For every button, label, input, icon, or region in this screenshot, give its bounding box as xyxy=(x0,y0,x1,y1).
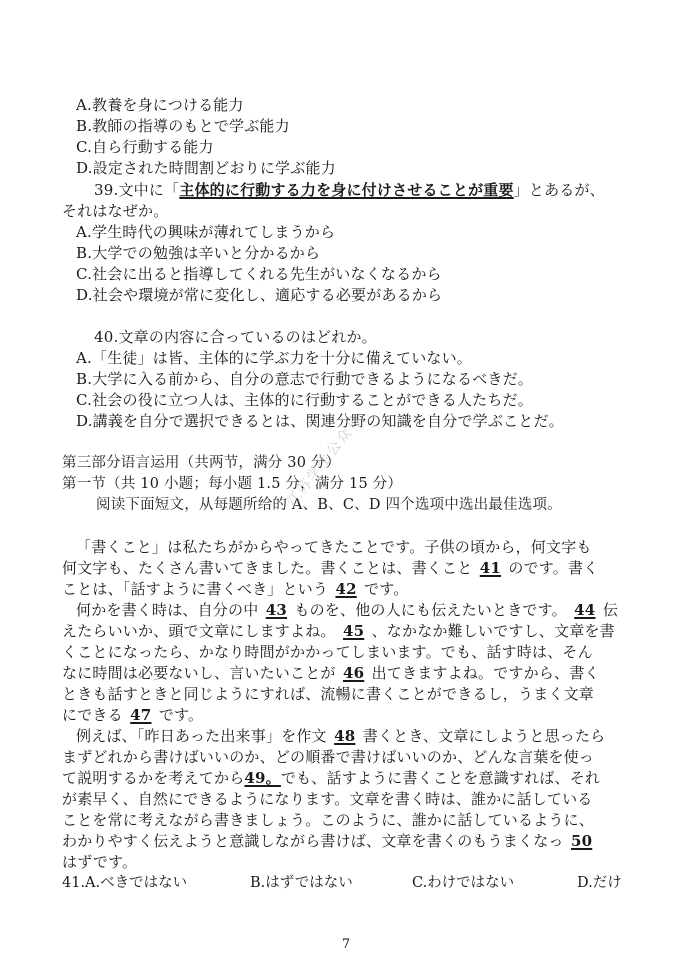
passage-p2-line5: ときも話すときと同じようにすれば、流暢に書くことができるし，うまく文章 xyxy=(62,685,595,703)
page-number: 7 xyxy=(341,937,351,952)
passage-p3-line6: わかりやすく伝えようと意識しながら書けば、文章を書くのもうまくなっ 50 xyxy=(62,831,642,851)
blank-42: 42 xyxy=(335,580,357,598)
passage-p3-line4: が素早く、自然にできるようになります。文章を書く時は、誰かに話している xyxy=(62,790,593,808)
q40-option-a: A.「生徒」は皆、主体的に学ぶ力を十分に備えていない。 xyxy=(76,349,473,367)
q41-option-b: B.はずではない xyxy=(250,875,353,891)
blank-49: 49。 xyxy=(244,769,281,787)
q39-option-a: A.学生時代の興味が薄れてしまうから xyxy=(76,223,336,241)
blank-44: 44 xyxy=(574,601,596,619)
passage-p1-line2: 何文字も、たくさん書いてきました。書くことは、書くこと 41 のです。書く xyxy=(62,559,599,577)
blank-43: 43 xyxy=(265,601,288,619)
passage-p2-line3: くことになったら、かなり時間がかかってしまいます。でも、話す時は、そん xyxy=(62,643,593,661)
passage-p2-line4: なに時間は必要ないし、言いたいことが 46 出てきますよね。ですから、書く xyxy=(62,664,600,682)
passage-p2-line6: にできる 47 です。 xyxy=(62,706,204,724)
watermark: 江苏学生公众号 xyxy=(284,411,366,510)
passage-p3-line5: ことを常に考えながら書きましょう。このように、誰かに話しているように、 xyxy=(62,811,595,829)
q39-stem: 39.文中に「主体的に行動する力を身に付けさせることが重要」とあるが、 xyxy=(94,181,605,199)
passage-p1-line1: 「書くこと」は私たちがからやってきたことです。子供の頃から，何文字も xyxy=(76,538,592,556)
q38-option-a: A.教養を身につける能力 xyxy=(76,96,244,114)
blank-47: 47 xyxy=(130,706,152,724)
passage-p2-line2: えたらいいか、頭で文章にしますよね。 45 、なかなか難しいですし、文章を書 xyxy=(62,622,615,640)
q39-stem-line2: それはなぜか。 xyxy=(62,202,169,220)
q38-option-c: C.自ら行動する能力 xyxy=(76,138,214,156)
blank-48: 48 xyxy=(334,727,356,745)
q39-option-b: B.大学での勉強は辛いと分かるから xyxy=(76,244,321,262)
part-three-title: 第三部分语言运用（共两节，满分 30 分） xyxy=(62,455,341,471)
passage-p1-line3: ことは、「話すように書くべき」という 42 です。 xyxy=(62,580,409,598)
q41-option-d: D.だけ xyxy=(577,875,622,891)
passage-p3-line1: 例えば、「昨日あった出来事」を作文 48 書くとき、文章にしようと思ったら xyxy=(76,727,606,745)
passage-p2-line1: 何かを書く時は、自分の中 43 ものを、他の人にも伝えたいときです。 44 伝 xyxy=(76,601,619,619)
section-instruction: 阅读下面短文，从每题所给的 A、B、C、D 四个选项中选出最佳选项。 xyxy=(96,497,562,513)
q40-option-d: D.講義を自分で選択できるとは、関連分野の知識を自分で学ぶことだ。 xyxy=(76,412,564,430)
passage-p3-line3: て説明するかを考えてから49。でも、話すように書くことを意識すれば、それ xyxy=(62,769,601,787)
q39-underlined-phrase: 主体的に行動する力を身に付けさせることが重要 xyxy=(179,181,514,199)
q39-option-d: D.社会や環境が常に変化し、適応する必要があるから xyxy=(76,286,443,304)
passage-p3-line2: まずどれから書けばいいのか、どの順番で書けばいいのか、どんな言葉を使っ xyxy=(62,748,595,766)
q40-stem: 40.文章の内容に合っているのはどれか。 xyxy=(94,328,377,346)
blank-45: 45 xyxy=(342,622,365,640)
passage-p3-line7: はずです。 xyxy=(62,853,138,871)
blank-46: 46 xyxy=(342,664,365,682)
q41-option-c: C.わけではない xyxy=(412,875,515,891)
q39-option-c: C.社会に出ると指導してくれる先生がいなくなるから xyxy=(76,265,442,283)
blank-50: 50 xyxy=(570,832,593,850)
q40-option-b: B.大学に入る前から、自分の意志で行動できるようになるべきだ。 xyxy=(76,370,533,388)
q38-option-d: D.設定された時間割どおりに学ぶ能力 xyxy=(76,159,336,177)
q38-option-b: B.教師の指導のもとで学ぶ能力 xyxy=(76,117,290,135)
section-one-title: 第一节（共 10 小题；每小题 1.5 分，满分 15 分） xyxy=(62,476,403,492)
q41-option-a: 41.A.べきではない xyxy=(62,875,188,891)
blank-41: 41 xyxy=(479,559,502,577)
q40-option-c: C.社会の役に立つ人は、主体的に行動することができる人たちだ。 xyxy=(76,391,533,409)
